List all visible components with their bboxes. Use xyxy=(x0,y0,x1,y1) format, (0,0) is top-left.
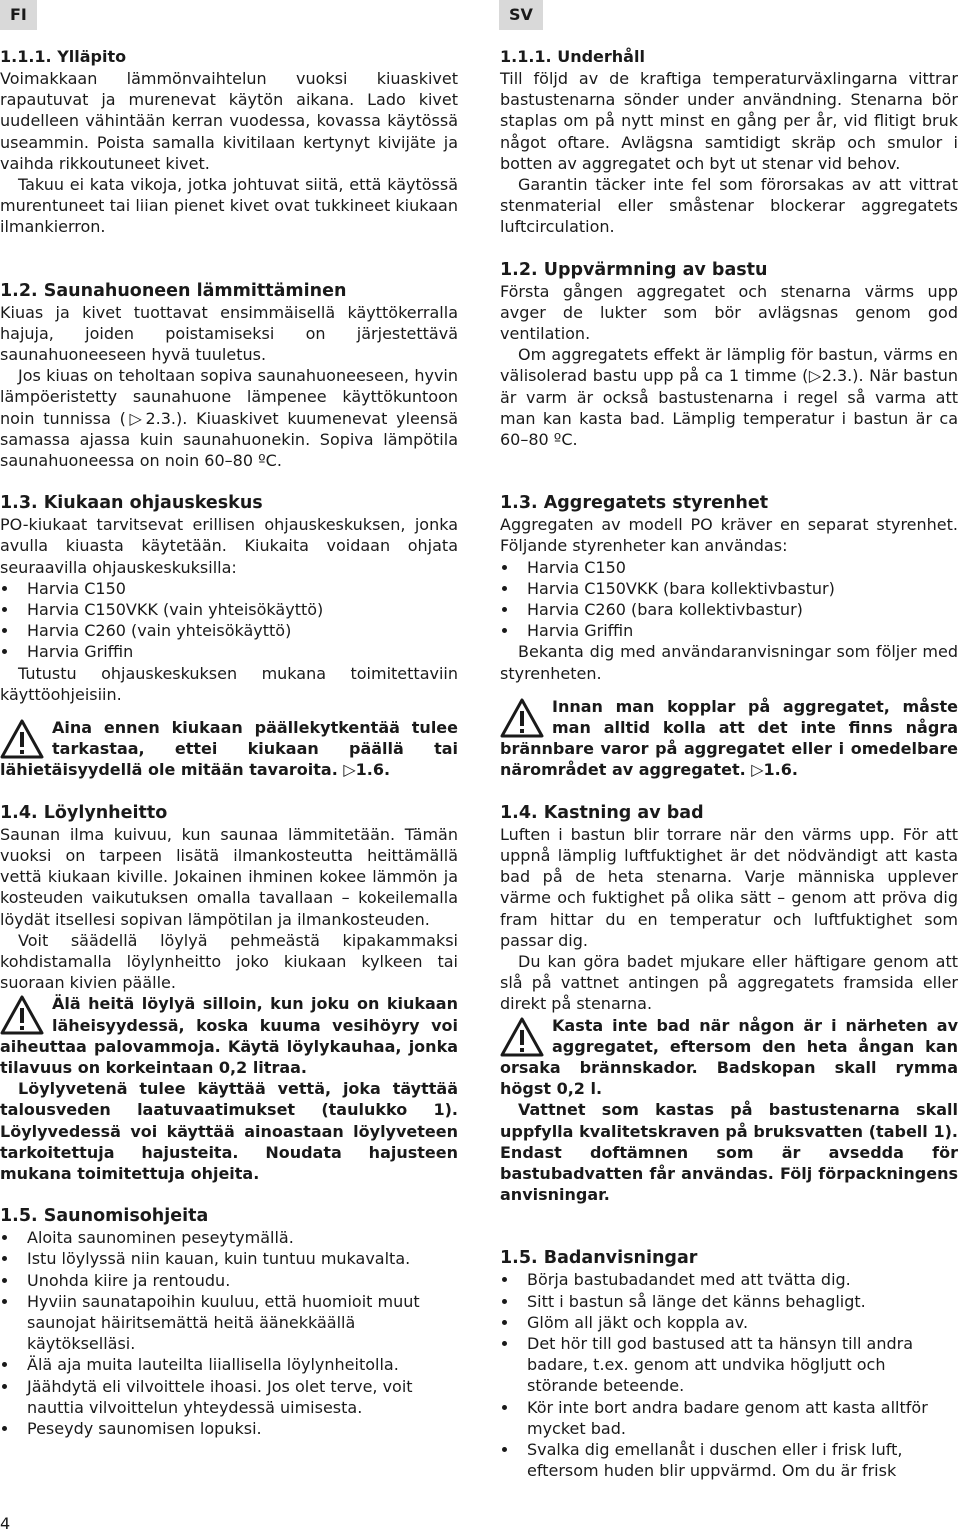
paragraph: Tutustu ohjauskeskuksen mukana toimitettaviin käyttöohjeisiin. xyxy=(0,663,458,704)
control-unit-list xyxy=(500,557,958,642)
paragraph-bold: Löylyvetenä tulee käyttää vettä, joka täyttää talousveden laatuvaatimukset (taulukko 1). Löylyvedessä voi käyttää ainoastaan löylyveteen tarkoitettuja hajusteita. Noudata hajusteen mukana toimitettuja ohjeita. xyxy=(0,1079,458,1183)
list-item: Harvia Griffin xyxy=(0,641,458,662)
list-item: Harvia C260 (bara kollektivbastur) xyxy=(500,599,958,620)
warning-triangle-icon xyxy=(0,995,44,1035)
list-item: Unohda kiire ja rentoudu. xyxy=(0,1270,458,1291)
list-item: Det hör till god bastused att ta hänsyn till andra badare, t.ex. genom att undvika högljutt och störande beteende. xyxy=(500,1333,958,1397)
paragraph: Takuu ei kata vikoja, jotka johtuvat siitä, että käytössä murentuneet tai liian pienet kivet ovat tukkineet kiukaan ilmankierron. xyxy=(0,175,458,237)
list-item: Harvia C150VKK (bara kollektivbastur) xyxy=(500,578,958,599)
bathing-instructions-list xyxy=(0,1227,458,1439)
list-item: Harvia C150VKK (vain yhteisökäyttö) xyxy=(0,599,458,620)
paragraph: Första gången aggregatet och stenarna värms upp avger de lukter som bör avlägsnas genom god ventilation. xyxy=(500,281,958,344)
section-title-heating: 1.2. Saunahuoneen lämmittäminen xyxy=(0,280,347,301)
list-item: Harvia C260 (vain yhteisökäyttö) xyxy=(0,620,458,641)
warning-text: Innan man kopplar på aggregatet, måste man alltid kolla att det inte finns några brännbare varor på aggregatet eller i omedelbare närområdet av aggregatet. ▷1.6. xyxy=(500,696,958,780)
control-unit-list xyxy=(0,578,458,663)
section-title-bathing-instructions: 1.5. Saunomisohjeita xyxy=(0,1206,209,1227)
list-item: Harvia C150 xyxy=(500,557,958,578)
paragraph: Voit säädellä löylyä pehmeästä kipakammaksi kohdistamalla löylynheitto joko kiukaan kylkeen tai suoraan kivien päälle. xyxy=(0,930,458,993)
section-title-heating: 1.2. Uppvärmning av bastu xyxy=(500,259,768,280)
language-tab-fi: FI xyxy=(0,0,37,30)
list-item: Harvia Griffin xyxy=(500,620,958,641)
section-title-control-unit: 1.3. Kiukaan ohjauskeskus xyxy=(0,493,263,514)
warning-note xyxy=(500,696,958,781)
swedish-column xyxy=(500,46,958,1481)
list-item: Istu löylyssä niin kauan, kuin tuntuu mukavalta. xyxy=(0,1248,458,1269)
paragraph: Saunan ilma kuivuu, kun saunaa lämmitetään. Tämän vuoksi on tarpeen lisätä ilmankosteutta heittämällä vettä kiukaan kiville. Jokainen ihminen kokee lämmön ja kosteuden vaikutuksen omalla tavallaan – kokeilemalla löydät itsellesi sopivan lämpötilan ja ilmankosteuden. xyxy=(0,824,458,929)
warning-text: Kasta inte bad när någon är i närheten av aggregatet, eftersom den heta ångan kan orsaka brännskador. Badskopan skall rymma högst 0,2 l. xyxy=(500,1015,958,1099)
paragraph: Garantin täcker inte fel som förorsakas av att vittrat stenmaterial eller småstenar blockerar aggregatets luftcirculation. xyxy=(500,175,958,237)
list-item: Hyviin saunatapoihin kuuluu, että huomioit muut saunojat häiritsemättä heitä äänekkäällä käytökselläsi. xyxy=(0,1291,458,1355)
warning-note xyxy=(0,717,458,781)
list-item: Börja bastubadandet med att tvätta dig. xyxy=(500,1269,958,1290)
paragraph-bold: Vattnet som kastas på bastustenarna skall uppfylla kvalitetskraven på bruksvatten (tabell 1). Endast doftämnen som är avsedda för bastubadvatten får användas. Följ förpackningens anvisningar. xyxy=(500,1100,958,1205)
page-number: 4 xyxy=(0,1514,11,1533)
warning-note xyxy=(500,1015,958,1100)
section-title-maintenance: 1.1.1. Underhåll xyxy=(500,47,645,66)
list-item: Kör inte bort andra badare genom att kasta alltför mycket bad. xyxy=(500,1397,958,1439)
paragraph: Aggregaten av modell PO kräver en separat styrenhet. Följande styrenheter kan användas: xyxy=(500,515,958,556)
paragraph: Du kan göra badet mjukare eller häftigare genom att slå på vattnet antingen på aggregatets framsida eller direkt på stenarna. xyxy=(500,951,958,1014)
paragraph: Bekanta dig med användaranvisningar som följer med styrenheten. xyxy=(500,642,958,683)
list-item: Svalka dig emellanåt i duschen eller i frisk luft, eftersom huden blir uppvärmd. Om du är frisk xyxy=(500,1439,958,1481)
paragraph: Luften i bastun blir torrare när den värms upp. För att uppnå lämplig luftfuktighet är det nödvändigt att kasta bad på de heta stenarna. Varje människa upplever värme och fuktighet på olika sätt – genom att pröva dig fram hittar du en temperatur och luftfuktighet som passar dig. xyxy=(500,824,958,950)
paragraph: Voimakkaan lämmönvaihtelun vuoksi kiuaskivet rapautuvat ja murenevat käytön aikana. Lado kivet uudelleen vähintään kerran vuodessa, kovassa käytössä useammin. Poista samalla kivitilaan kertynyt kivijäte ja vaihda rikkoutuneet kivet. xyxy=(0,69,458,173)
warning-triangle-icon xyxy=(500,1017,544,1057)
section-title-maintenance: 1.1.1. Ylläpito xyxy=(0,47,127,66)
list-item: Aloita saunominen peseytymällä. xyxy=(0,1227,458,1248)
paragraph: Kiuas ja kivet tuottavat ensimmäisellä käyttökerralla hajuja, joiden poistamiseksi on järjestettävä saunahuoneeseen hyvä tuuletus. xyxy=(0,302,458,365)
list-item: Harvia C150 xyxy=(0,578,458,599)
warning-triangle-icon xyxy=(0,719,44,759)
section-title-bathing-instructions: 1.5. Badanvisningar xyxy=(500,1248,698,1269)
list-item: Älä aja muita lauteilta liiallisella löylynheitolla. xyxy=(0,1354,458,1375)
list-item: Jäähdytä eli vilvoittele ihoasi. Jos olet terve, voit nauttia vilvoittelun yhteydessä uimisesta. xyxy=(0,1376,458,1418)
warning-text: Aina ennen kiukaan päällekytkentää tulee tarkastaa, ettei kiukaan päällä tai lähietäisyydellä ole mitään tavaroita. ▷1.6. xyxy=(0,718,458,780)
warning-text: Älä heitä löylyä silloin, kun joku on kiukaan läheisyydessä, koska kuuma vesihöyry voi aiheuttaa palovammoja. Käytä löylykauhaa, jonka tilavuus on korkeintaan 0,2 litraa. xyxy=(0,994,458,1077)
list-item: Glöm all jäkt och koppla av. xyxy=(500,1312,958,1333)
list-item: Sitt i bastun så länge det känns behagligt. xyxy=(500,1291,958,1312)
section-title-steam: 1.4. Löylynheitto xyxy=(0,802,168,823)
warning-note xyxy=(0,993,458,1078)
section-title-control-unit: 1.3. Aggregatets styrenhet xyxy=(500,493,769,514)
paragraph: Om aggregatets effekt är lämplig för bastun, värms en välisolerad bastu upp på ca 1 timme (▷2.3.). När bastun är varm är också bastustenarna i regel så varma att man kan kasta bad. Lämplig temperatur i bastun är ca 60–80 ºC. xyxy=(500,345,958,450)
list-item: Peseydy saunomisen lopuksi. xyxy=(0,1418,458,1439)
language-tab-sv: SV xyxy=(499,0,543,30)
paragraph: Till följd av de kraftiga temperaturväxlingarna vittrar bastustenarna sönder under användning. Stenarna bör staplas om på nytt minst en gång per år, vid flitigt bruk något oftare. Avlägsna samtidigt skräp och smulor i botten av aggregatet och byt ut stenar vid behov. xyxy=(500,69,958,173)
bathing-instructions-list xyxy=(500,1269,958,1481)
paragraph: Jos kiuas on teholtaan sopiva saunahuoneeseen, hyvin lämpöeristetty saunahuone lämpenee käyttökuntoon noin tunnissa (▷2.3.). Kiuaskivet kuumenevat yleensä samassa ajassa kuin saunahuonekin. Sopiva lämpötila saunahuoneessa on noin 60–80 ºC. xyxy=(0,366,458,471)
section-title-steam: 1.4. Kastning av bad xyxy=(500,802,704,823)
paragraph: PO-kiukaat tarvitsevat erillisen ohjauskeskuksen, jonka avulla kiuasta käytetään. Kiukaita voidaan ohjata seuraavilla ohjauskeskuksilla: xyxy=(0,515,458,577)
warning-triangle-icon xyxy=(500,698,544,738)
finnish-column xyxy=(0,46,458,1439)
